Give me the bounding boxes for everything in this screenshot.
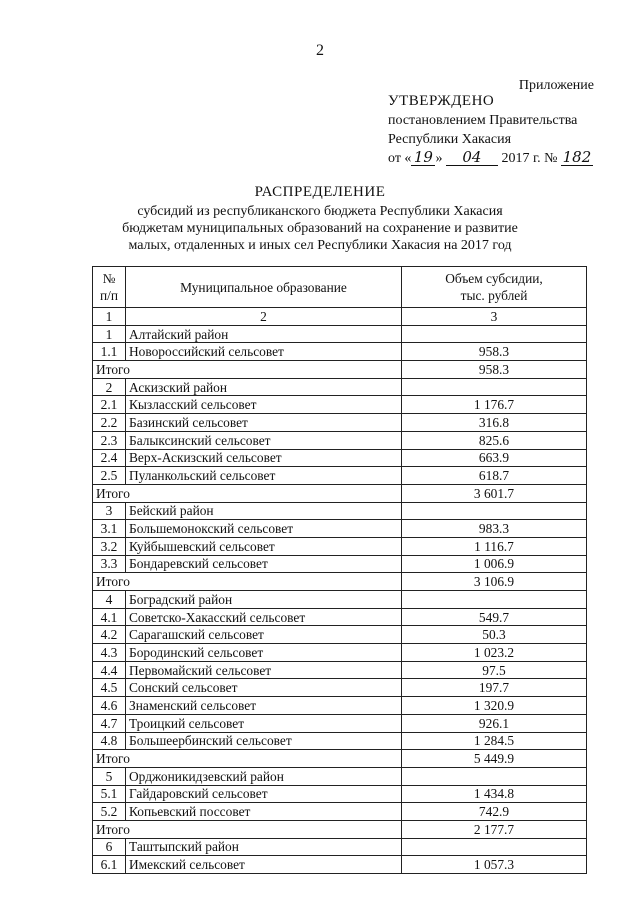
municipality-name: Базинский сельсовет <box>126 414 402 432</box>
row-number: 4.8 <box>93 732 126 750</box>
decree-number: 182 <box>562 148 592 166</box>
municipality-name: Пуланкольский сельсовет <box>126 467 402 485</box>
subsidy-value <box>402 591 587 609</box>
municipality-name: Большемонокский сельсовет <box>126 520 402 538</box>
table-row <box>93 644 587 662</box>
total-value: 3 601.7 <box>402 484 587 502</box>
subtitle-line: субсидий из республиканского бюджета Республики Хакасия <box>137 204 503 219</box>
subsidy-value: 1 023.2 <box>402 644 587 662</box>
header-amount <box>402 267 587 308</box>
index-cell: 3 <box>402 308 587 326</box>
total-label: Итого <box>93 484 402 502</box>
municipality-name: Бородинский сельсовет <box>126 644 402 662</box>
subsidy-value: 1 006.9 <box>402 555 587 573</box>
index-cell: 2 <box>126 308 402 326</box>
row-number: 6.1 <box>93 856 126 874</box>
subsidy-value: 618.7 <box>402 467 587 485</box>
row-number: 4.5 <box>93 679 126 697</box>
table-district-row <box>93 767 587 785</box>
row-number: 5.2 <box>93 803 126 821</box>
row-number: 4.4 <box>93 661 126 679</box>
subsidy-value: 197.7 <box>402 679 587 697</box>
municipality-name: Копьевский поссовет <box>126 803 402 821</box>
table-district-row <box>93 378 587 396</box>
table-row <box>93 520 587 538</box>
date-month: 04 <box>446 150 498 166</box>
table-row <box>93 449 587 467</box>
row-number: 2.4 <box>93 449 126 467</box>
municipality-name: Троицкий сельсовет <box>126 714 402 732</box>
header-name: Муниципальное образование <box>126 267 402 308</box>
row-number: 3 <box>93 502 126 520</box>
municipality-name: Первомайский сельсовет <box>126 661 402 679</box>
table-row <box>93 343 587 361</box>
subsidy-value <box>402 838 587 856</box>
table-total-row <box>93 573 587 591</box>
municipality-name: Знаменский сельсовет <box>126 697 402 715</box>
subsidy-value: 1 116.7 <box>402 537 587 555</box>
municipality-name: Кызласский сельсовет <box>126 396 402 414</box>
table-row <box>93 732 587 750</box>
table-row <box>93 537 587 555</box>
table-row <box>93 467 587 485</box>
approval-line-2: Республики Хакасия <box>388 132 512 147</box>
subsidy-value: 97.5 <box>402 661 587 679</box>
table-district-row <box>93 838 587 856</box>
table-district-row <box>93 591 587 609</box>
municipality-name: Бондаревский сельсовет <box>126 555 402 573</box>
district-name: Боградский район <box>126 591 402 609</box>
subsidy-value <box>402 378 587 396</box>
approval-line-1: постановлением Правительства <box>388 113 578 128</box>
subsidy-value: 316.8 <box>402 414 587 432</box>
subtitle-line: бюджетам муниципальных образований на сохранение и развитие <box>122 221 518 236</box>
row-number: 1.1 <box>93 343 126 361</box>
header-num-line: № <box>102 271 116 286</box>
municipality-name: Балыксинский сельсовет <box>126 431 402 449</box>
subsidy-value <box>402 767 587 785</box>
date-year: 2017 г. № <box>501 151 558 166</box>
row-number: 3.3 <box>93 555 126 573</box>
subsidy-value: 1 176.7 <box>402 396 587 414</box>
document-title: РАСПРЕДЕЛЕНИЕ <box>254 184 386 200</box>
total-value: 2 177.7 <box>402 820 587 838</box>
table-index-row <box>93 308 587 326</box>
municipality-name: Сарагашский сельсовет <box>126 626 402 644</box>
subsidy-value: 958.3 <box>402 343 587 361</box>
table-row <box>93 396 587 414</box>
municipality-name: Куйбышевский сельсовет <box>126 537 402 555</box>
appendix-label: Приложение <box>518 78 594 93</box>
district-name: Бейский район <box>126 502 402 520</box>
subsidy-value: 50.3 <box>402 626 587 644</box>
row-number: 5.1 <box>93 785 126 803</box>
table-row <box>93 661 587 679</box>
table-total-row <box>93 750 587 768</box>
table-row <box>93 714 587 732</box>
subsidy-value: 926.1 <box>402 714 587 732</box>
approved-heading: УТВЕРЖДЕНО <box>388 93 495 109</box>
subsidy-value: 1 434.8 <box>402 785 587 803</box>
index-cell: 1 <box>93 308 126 326</box>
total-label: Итого <box>93 820 402 838</box>
row-number: 6 <box>93 838 126 856</box>
municipality-name: Гайдаровский сельсовет <box>126 785 402 803</box>
row-number: 2.1 <box>93 396 126 414</box>
municipality-name: Имекский сельсовет <box>126 856 402 874</box>
subsidy-value: 1 057.3 <box>402 856 587 874</box>
municipality-name: Большеербинский сельсовет <box>126 732 402 750</box>
table-row <box>93 803 587 821</box>
municipality-name: Верх-Аскизский сельсовет <box>126 449 402 467</box>
row-number: 4.1 <box>93 608 126 626</box>
table-row <box>93 431 587 449</box>
district-name: Алтайский район <box>126 325 402 343</box>
subsidy-value: 1 320.9 <box>402 697 587 715</box>
total-value: 5 449.9 <box>402 750 587 768</box>
row-number: 2.2 <box>93 414 126 432</box>
table-total-row <box>93 361 587 379</box>
row-number: 4 <box>93 591 126 609</box>
district-name: Орджоникидзевский район <box>126 767 402 785</box>
table-district-row <box>93 325 587 343</box>
district-name: Аскизский район <box>126 378 402 396</box>
subsidy-value: 983.3 <box>402 520 587 538</box>
approval-block <box>388 92 593 168</box>
table-row <box>93 414 587 432</box>
page-number: 2 <box>316 42 324 59</box>
total-label: Итого <box>93 750 402 768</box>
subsidy-value: 1 284.5 <box>402 732 587 750</box>
subsidy-value: 742.9 <box>402 803 587 821</box>
header-num <box>93 267 126 308</box>
date-mid: » <box>435 151 443 166</box>
table-district-row <box>93 502 587 520</box>
row-number: 2 <box>93 378 126 396</box>
subsidy-value: 825.6 <box>402 431 587 449</box>
row-number: 2.3 <box>93 431 126 449</box>
table-total-row <box>93 820 587 838</box>
subsidy-value: 549.7 <box>402 608 587 626</box>
municipality-name: Советско-Хакасский сельсовет <box>126 608 402 626</box>
table-total-row <box>93 484 587 502</box>
district-name: Таштыпский район <box>126 838 402 856</box>
table-row <box>93 608 587 626</box>
row-number: 5 <box>93 767 126 785</box>
subsidy-value <box>402 325 587 343</box>
date-prefix: от « <box>388 151 412 166</box>
table-header-row <box>93 267 587 308</box>
table-row <box>93 785 587 803</box>
municipality-name: Новороссийский сельсовет <box>126 343 402 361</box>
table-row <box>93 626 587 644</box>
subsidy-table <box>92 266 587 874</box>
row-number: 4.6 <box>93 697 126 715</box>
document-subtitle <box>0 203 640 254</box>
row-number: 1 <box>93 325 126 343</box>
table-row <box>93 856 587 874</box>
total-value: 958.3 <box>402 361 587 379</box>
header-num-line: п/п <box>99 288 119 303</box>
row-number: 4.7 <box>93 714 126 732</box>
table-row <box>93 555 587 573</box>
row-number: 4.2 <box>93 626 126 644</box>
total-value: 3 106.9 <box>402 573 587 591</box>
header-amount-line: тыс. рублей <box>460 288 528 303</box>
date-day: 19 <box>411 150 435 166</box>
row-number: 3.2 <box>93 537 126 555</box>
subsidy-value <box>402 502 587 520</box>
total-label: Итого <box>93 573 402 591</box>
row-number: 2.5 <box>93 467 126 485</box>
table-row <box>93 679 587 697</box>
row-number: 3.1 <box>93 520 126 538</box>
total-label: Итого <box>93 361 402 379</box>
table-row <box>93 697 587 715</box>
approval-date-line <box>388 149 593 168</box>
subtitle-line: малых, отдаленных и иных сел Республики Хакасия на 2017 год <box>128 238 512 253</box>
municipality-name: Сонский сельсовет <box>126 679 402 697</box>
header-amount-line: Объем субсидии, <box>445 271 543 286</box>
row-number: 4.3 <box>93 644 126 662</box>
subsidy-value: 663.9 <box>402 449 587 467</box>
